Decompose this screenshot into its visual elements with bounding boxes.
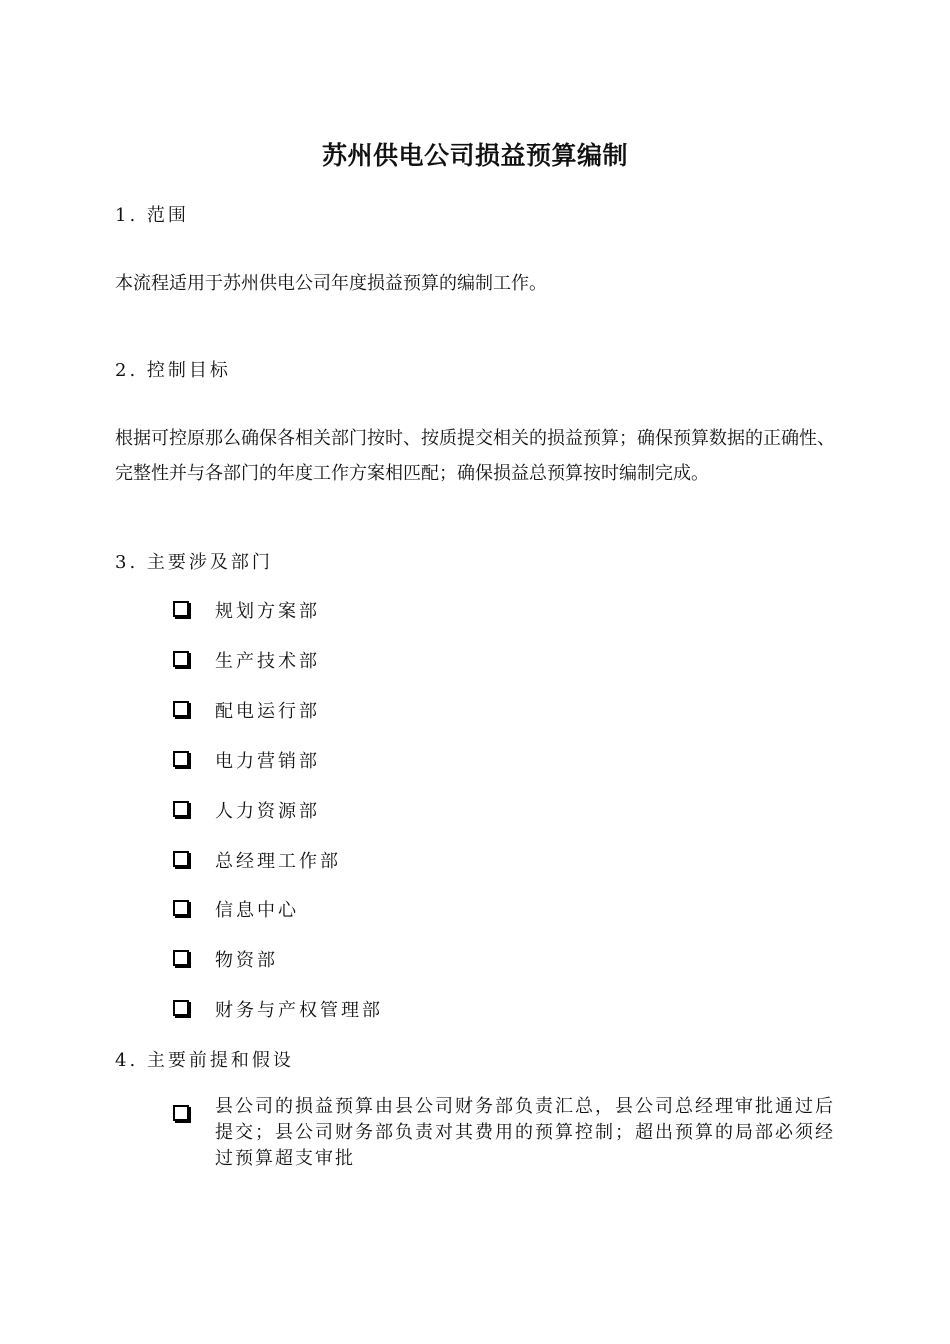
department-list-item: 物资部: [173, 946, 278, 972]
department-list-item: 总经理工作部: [173, 847, 341, 873]
page-title: 苏州供电公司损益预算编制: [321, 141, 628, 170]
checkbox-icon: [173, 1000, 189, 1016]
checkbox-icon: [173, 751, 189, 767]
section-heading-departments: 3. 主要涉及部门: [115, 552, 273, 573]
section-heading-objectives: 2. 控制目标: [115, 360, 231, 381]
checkbox-icon: [173, 601, 189, 617]
department-list-item: 信息中心: [173, 896, 299, 922]
department-list-item: 生产技术部: [173, 647, 320, 673]
section-heading-assumptions: 4. 主要前提和假设: [115, 1050, 294, 1071]
objectives-paragraph: 根据可控原那么确保各相关部门按时、按质提交相关的损益预算；确保预算数据的正确性、完整性并与各部门的年度工作方案相匹配；确保损益总预算按时编制完成。: [115, 428, 835, 484]
checkbox-icon: [173, 1105, 189, 1121]
checkbox-icon: [173, 900, 189, 916]
department-list-item: 配电运行部: [173, 697, 320, 723]
scope-paragraph: 本流程适用于苏州供电公司年度损益预算的编制工作。: [115, 273, 547, 294]
checkbox-icon: [173, 851, 189, 867]
assumption-list-item: 县公司的损益预算由县公司财务部负责汇总，县公司总经理审批通过后提交；县公司财务部负责对其费用的预算控制；超出预算的局部必须经过预算超支审批: [173, 1094, 845, 1172]
checkbox-icon: [173, 701, 189, 717]
checkbox-icon: [173, 801, 189, 817]
checkbox-icon: [173, 950, 189, 966]
department-list-item: 人力资源部: [173, 797, 320, 823]
department-list-item: 财务与产权管理部: [173, 996, 383, 1022]
department-list-item: 电力营销部: [173, 747, 320, 773]
department-list-item: 规划方案部: [173, 597, 320, 623]
checkbox-icon: [173, 651, 189, 667]
section-heading-scope: 1. 范围: [115, 205, 189, 226]
